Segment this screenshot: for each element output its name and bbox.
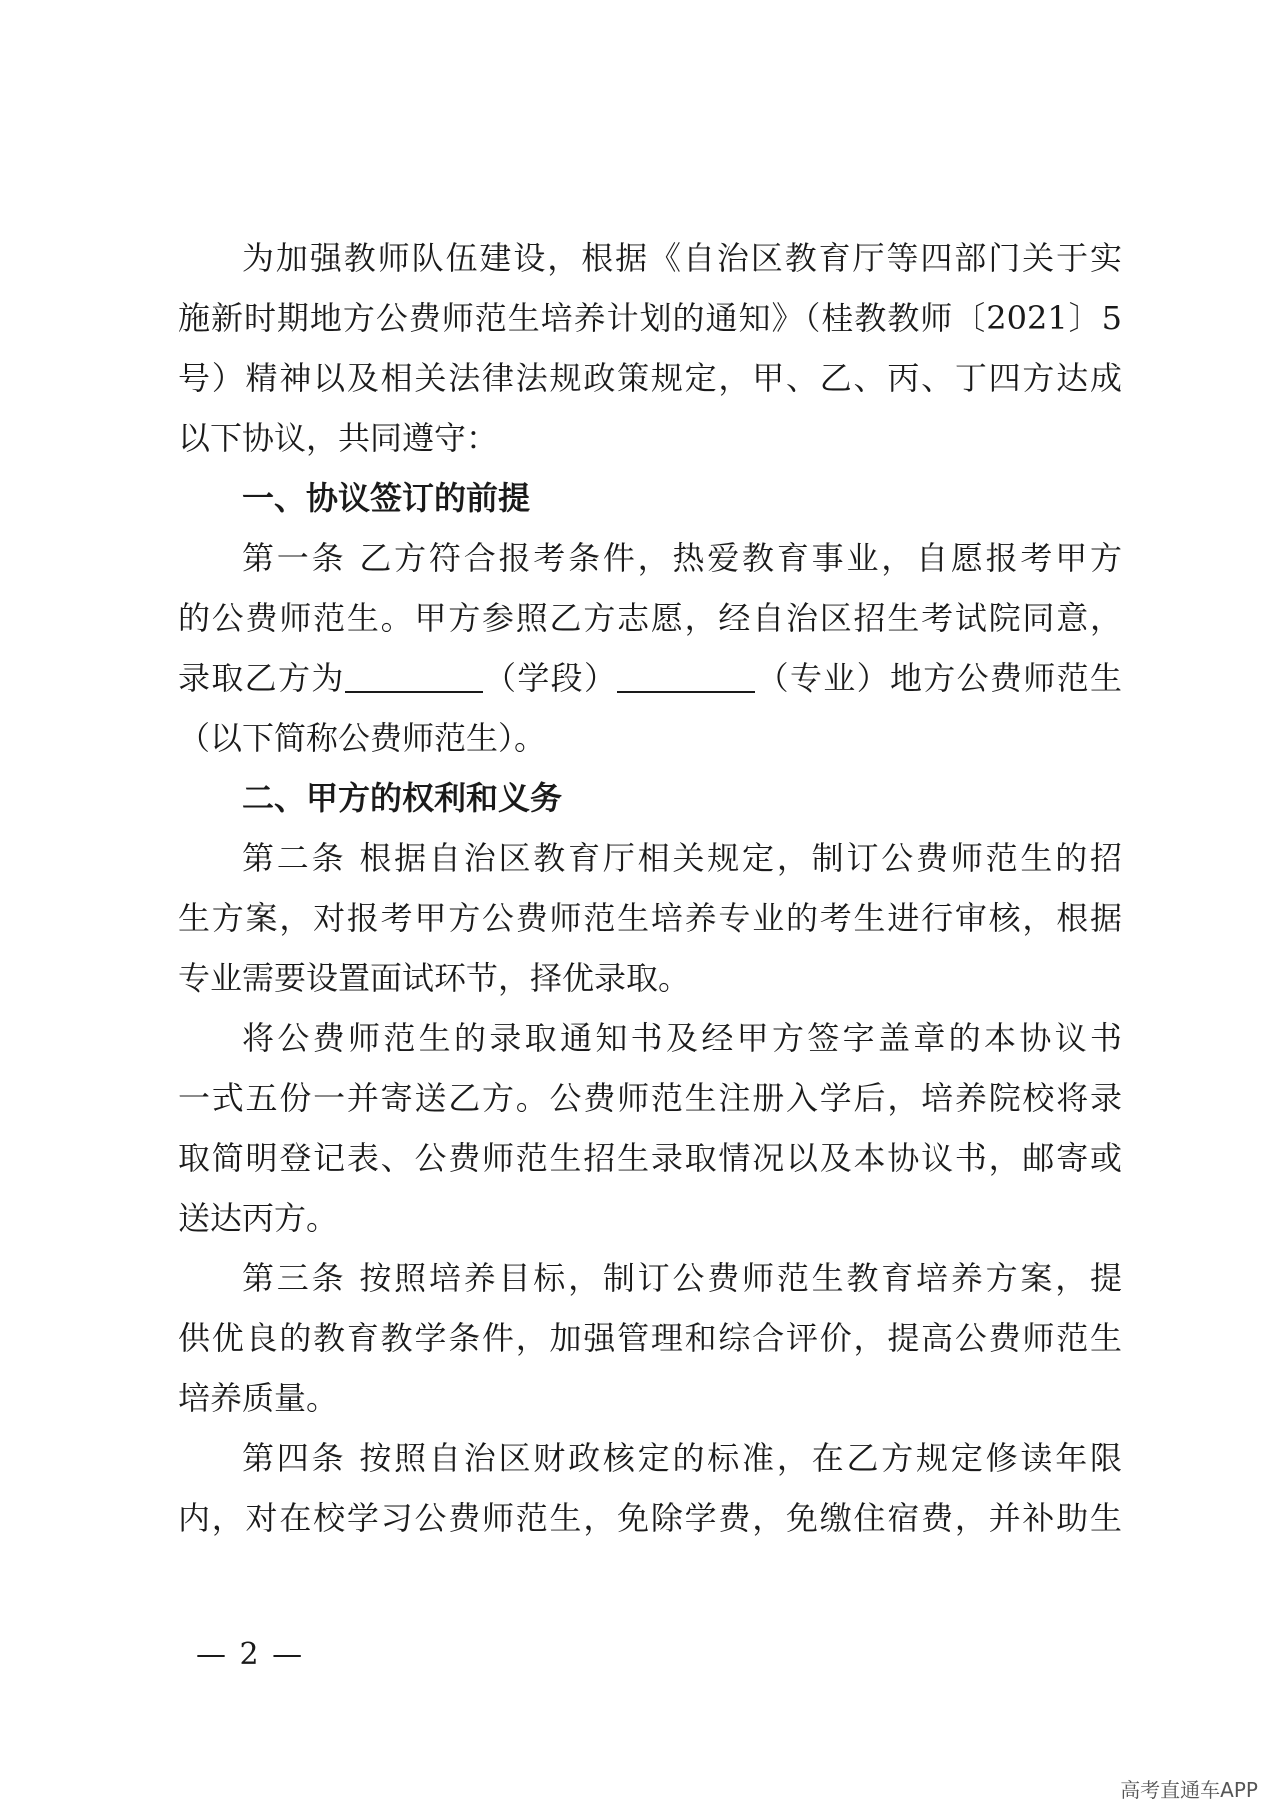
article-1-line-3-text-a: 录取乙方为 (178, 659, 345, 697)
article-2-line-2: 生方案，对报考甲方公费师范生培养专业的考生进行审核，根据 (178, 899, 1122, 937)
article-4-line-1: 第四条 按照自治区财政核定的标准，在乙方规定修读年限 (242, 1439, 1122, 1477)
article-4-line-2: 内，对在校学习公费师范生，免除学费，免缴住宿费，并补助生 (178, 1499, 1122, 1537)
paragraph-intro-line-3: 号）精神以及相关法律法规政策规定，甲、乙、丙、丁四方达成 (178, 359, 1122, 397)
article-2b-line-1: 将公费师范生的录取通知书及经甲方签字盖章的本协议书 (242, 1019, 1122, 1057)
article-1-line-3-text-c: （专业）地方公费师范生 (755, 659, 1122, 697)
article-1-line-3-text-b: （学段） (482, 659, 618, 697)
major-blank-field (617, 661, 755, 693)
article-1-line-4: （以下简称公费师范生）。 (178, 719, 547, 757)
article-3-line-1: 第三条 按照培养目标，制订公费师范生教育培养方案，提 (242, 1259, 1122, 1297)
article-2-line-1: 第二条 根据自治区教育厅相关规定，制订公费师范生的招 (242, 839, 1122, 877)
page-number: — 2 — (196, 1637, 305, 1672)
article-2b-line-3: 取简明登记表、公费师范生招生录取情况以及本协议书，邮寄或 (178, 1139, 1122, 1177)
article-3-line-2: 供优良的教育教学条件，加强管理和综合评价，提高公费师范生 (178, 1319, 1122, 1357)
article-2b-line-4: 送达丙方。 (178, 1199, 339, 1237)
paragraph-intro-line-2: 施新时期地方公费师范生培养计划的通知》（桂教教师〔2021〕5 (178, 299, 1122, 337)
article-1-line-2: 的公费师范生。甲方参照乙方志愿，经自治区招生考试院同意， (178, 599, 1122, 637)
stage-blank-field (345, 661, 483, 693)
paragraph-intro-line-1: 为加强教师队伍建设，根据《自治区教育厅等四部门关于实 (242, 239, 1122, 277)
article-1-line-3 (178, 648, 1122, 708)
article-2-line-3: 专业需要设置面试环节，择优录取。 (178, 959, 691, 997)
article-2b-line-2: 一式五份一并寄送乙方。公费师范生注册入学后，培养院校将录 (178, 1079, 1122, 1117)
section-heading-1: 一、协议签订的前提 (242, 479, 531, 517)
article-3-line-3: 培养质量。 (178, 1379, 339, 1417)
document-body (178, 228, 1122, 1548)
watermark-text: 高考直通车APP (1120, 1778, 1258, 1802)
section-heading-2: 二、甲方的权利和义务 (242, 779, 563, 817)
article-1-line-1: 第一条 乙方符合报考条件，热爱教育事业，自愿报考甲方 (242, 539, 1122, 577)
paragraph-intro-line-4: 以下协议，共同遵守： (178, 419, 499, 457)
